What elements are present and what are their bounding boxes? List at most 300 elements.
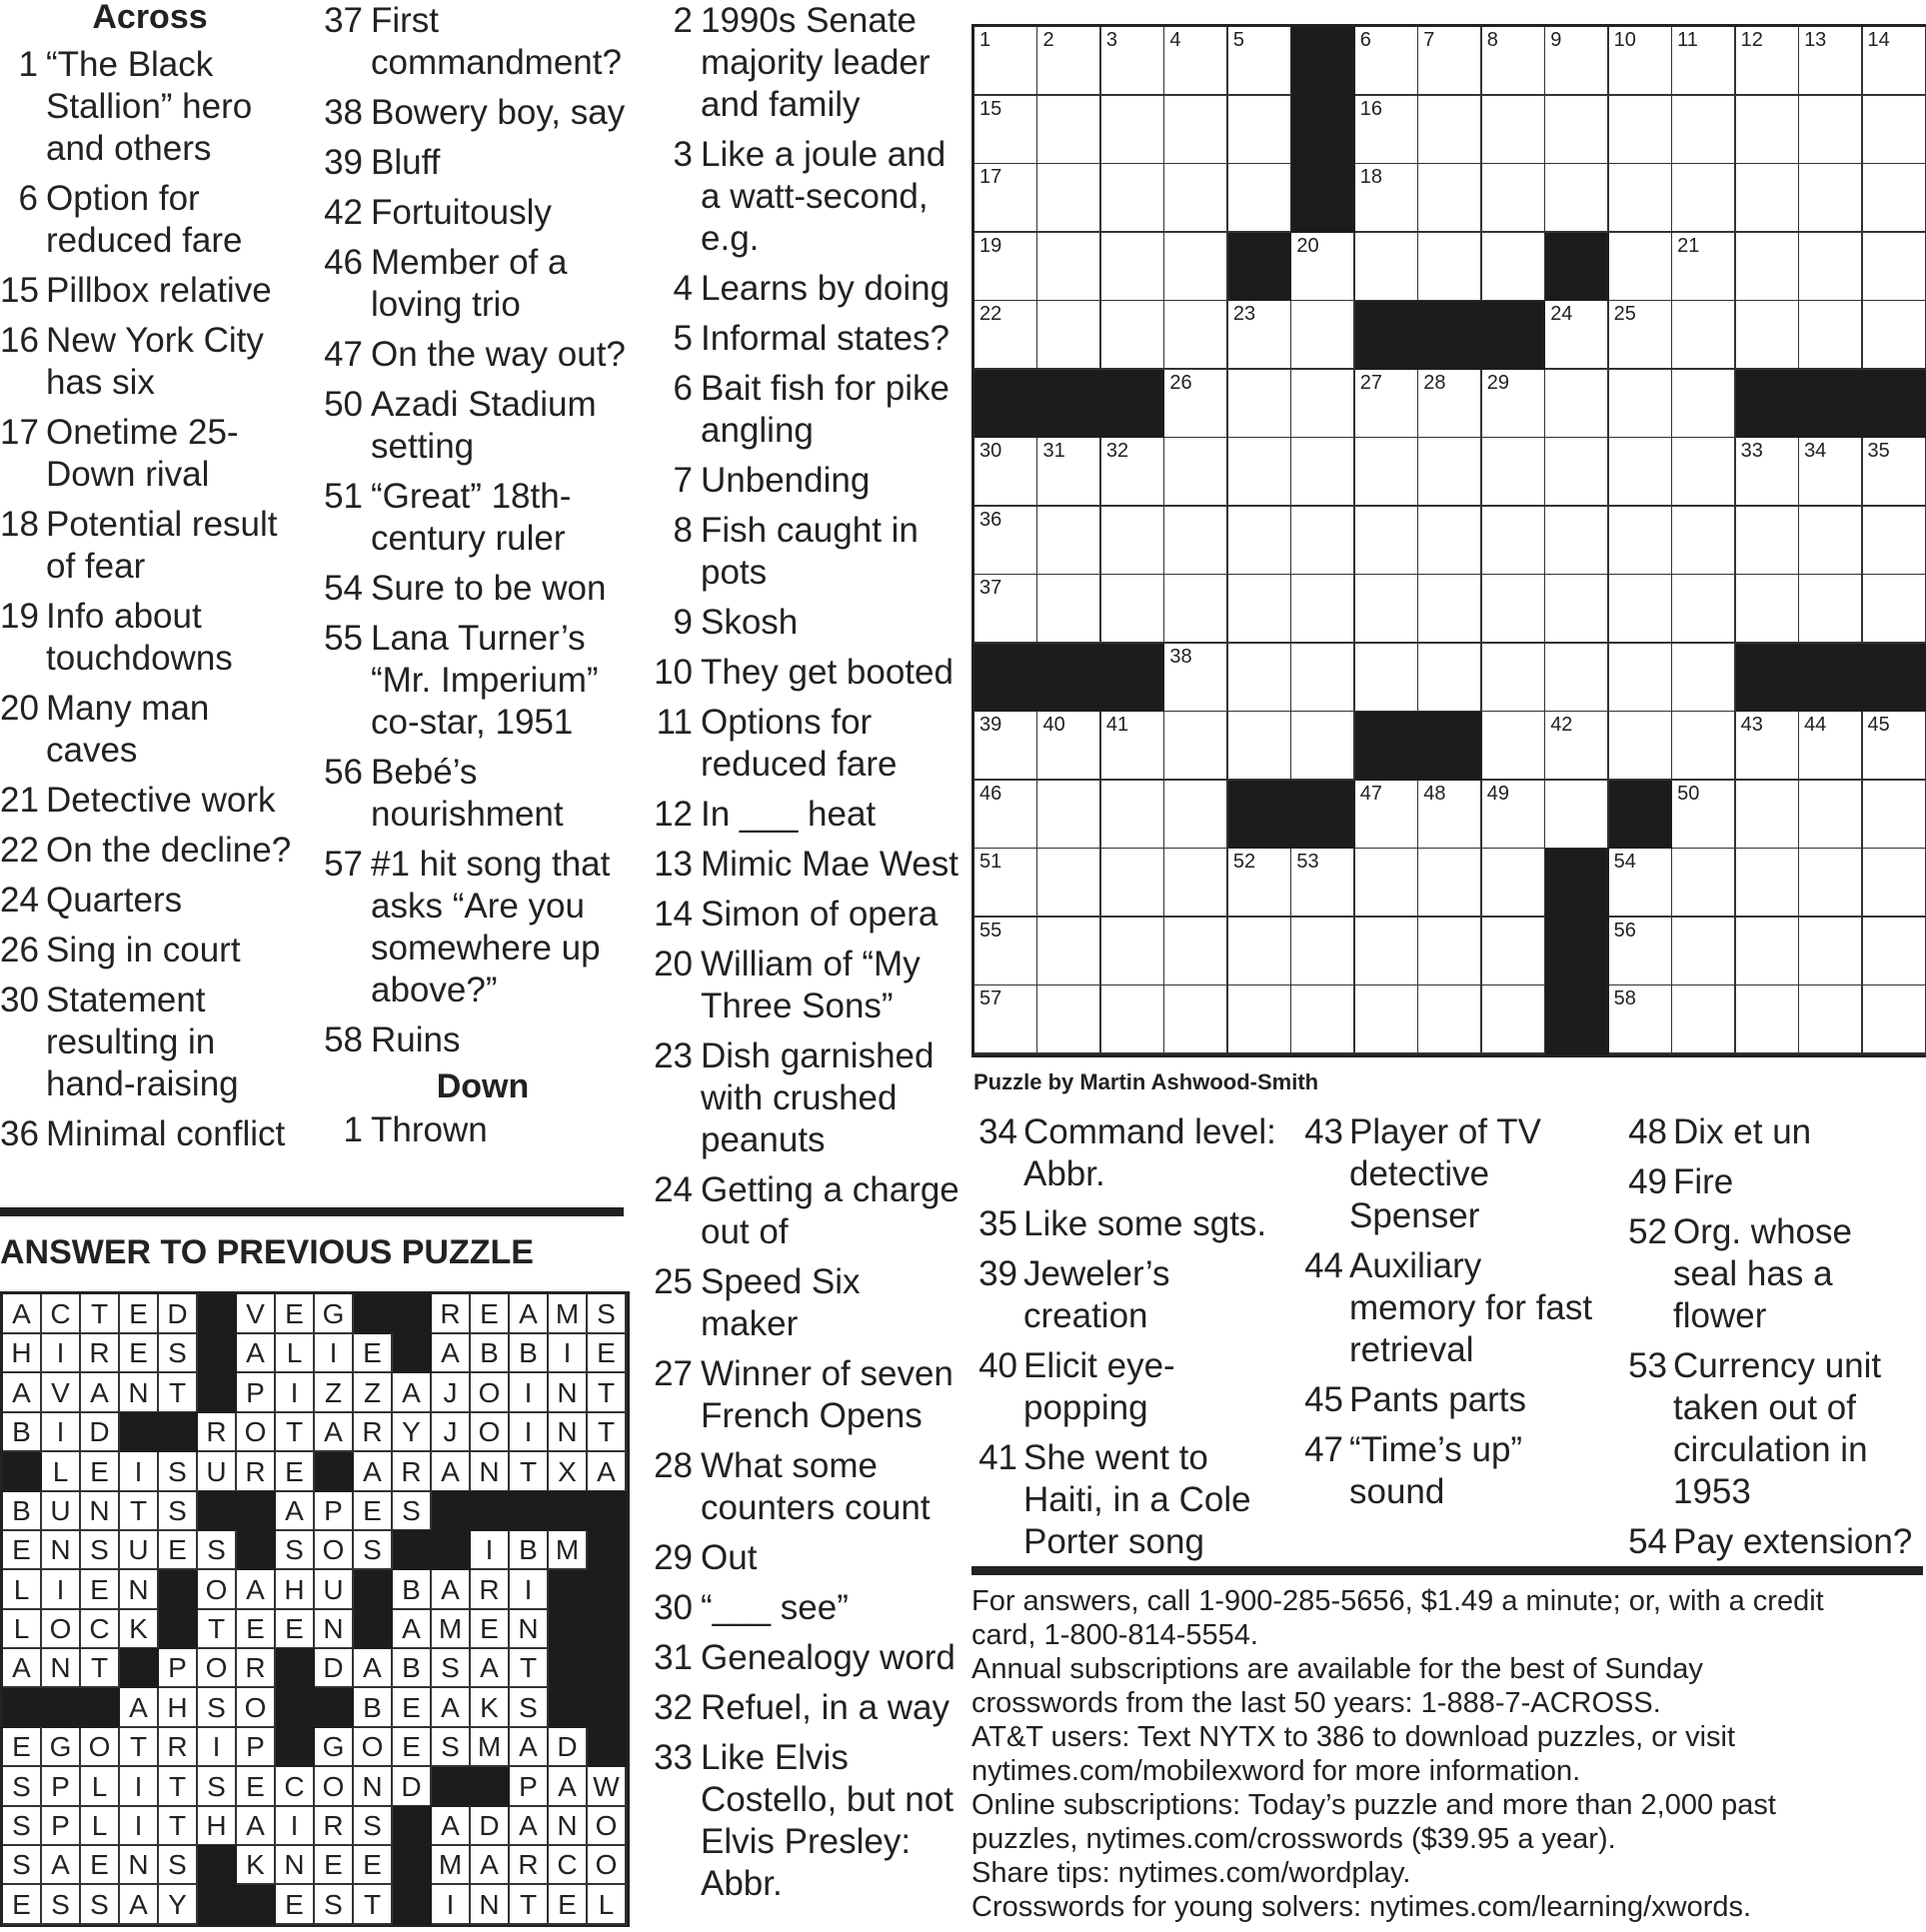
clue-41[interactable]	[969, 1437, 1279, 1563]
clue-54[interactable]	[323, 568, 643, 610]
clue-39[interactable]	[969, 1253, 1279, 1337]
grid-cell[interactable]	[1037, 781, 1101, 850]
grid-cell[interactable]	[1482, 370, 1546, 439]
grid-cell[interactable]	[1799, 27, 1863, 96]
clue-44[interactable]	[1295, 1245, 1605, 1371]
grid-cell[interactable]	[1545, 96, 1609, 165]
grid-cell[interactable]	[1672, 575, 1736, 644]
grid-cell[interactable]	[1799, 849, 1863, 918]
grid-cell[interactable]	[1863, 438, 1926, 507]
grid-cell[interactable]	[1482, 712, 1546, 781]
grid-cell[interactable]	[1228, 644, 1292, 713]
clue-8[interactable]	[648, 510, 960, 594]
grid-cell[interactable]	[1418, 575, 1482, 644]
grid-cell[interactable]	[1164, 781, 1228, 850]
grid-cell[interactable]	[1355, 781, 1419, 850]
clue-28[interactable]	[648, 1445, 960, 1529]
clue-number: 19	[0, 597, 39, 636]
grid-cell[interactable]	[1736, 233, 1800, 302]
clue-number: 20	[0, 689, 39, 728]
grid-cell[interactable]	[1228, 575, 1292, 644]
clue-number: 31	[654, 1638, 693, 1677]
grid-cell[interactable]	[1164, 164, 1228, 233]
grid-cell[interactable]	[1863, 985, 1926, 1054]
grid-cell[interactable]	[1672, 712, 1736, 781]
prev-answer-letter: M	[549, 1294, 588, 1334]
grid-cell[interactable]	[1736, 985, 1800, 1054]
clue-30[interactable]	[0, 979, 300, 1105]
clue-32[interactable]	[648, 1687, 960, 1729]
grid-cell[interactable]	[1609, 644, 1673, 713]
clue-54[interactable]	[1619, 1521, 1924, 1563]
clue-2[interactable]	[648, 0, 960, 126]
grid-cell[interactable]	[1164, 301, 1228, 370]
grid-cell[interactable]	[1164, 96, 1228, 165]
grid-cell[interactable]	[1863, 507, 1926, 576]
grid-cell[interactable]	[974, 507, 1038, 576]
clue-24[interactable]	[648, 1169, 960, 1253]
grid-cell[interactable]	[974, 918, 1038, 986]
prev-answer-letter: R	[510, 1845, 549, 1885]
clue-30[interactable]	[648, 1587, 960, 1629]
grid-cell[interactable]	[1355, 849, 1419, 918]
grid-cell[interactable]	[1101, 164, 1165, 233]
clue-34[interactable]	[969, 1111, 1279, 1195]
grid-cell[interactable]	[1418, 849, 1482, 918]
grid-cell[interactable]	[1482, 233, 1546, 302]
grid-cell[interactable]	[1799, 164, 1863, 233]
grid-cell[interactable]	[1164, 575, 1228, 644]
grid-cell[interactable]	[1482, 164, 1546, 233]
grid-cell[interactable]	[1037, 438, 1101, 507]
grid-cell[interactable]	[974, 233, 1038, 302]
clue-25[interactable]	[648, 1261, 960, 1345]
grid-cell[interactable]	[1545, 712, 1609, 781]
clue-4[interactable]	[648, 268, 960, 310]
grid-cell[interactable]	[1609, 438, 1673, 507]
clue-text: Like a joule and a watt-second, e.g.	[701, 135, 947, 258]
clue-text: “Great” 18th-century ruler	[371, 477, 572, 558]
grid-cell[interactable]	[1291, 370, 1355, 439]
grid-cell[interactable]	[974, 712, 1038, 781]
clue-27[interactable]	[648, 1353, 960, 1437]
clue-23[interactable]	[648, 1035, 960, 1161]
grid-cell[interactable]	[1609, 712, 1673, 781]
clue-text: Command level: Abbr.	[1023, 1112, 1276, 1193]
clue-6[interactable]	[648, 368, 960, 452]
clue-6[interactable]	[0, 178, 300, 262]
clue-49[interactable]	[1619, 1161, 1924, 1203]
grid-cell[interactable]	[1609, 507, 1673, 576]
grid-cell[interactable]	[1355, 575, 1419, 644]
grid-cell[interactable]	[1736, 164, 1800, 233]
grid-cell[interactable]	[1037, 27, 1101, 96]
grid-cell[interactable]	[1291, 438, 1355, 507]
grid-cell[interactable]	[1355, 233, 1419, 302]
grid-cell[interactable]	[1101, 438, 1165, 507]
clue-10[interactable]	[648, 652, 960, 694]
grid-cell[interactable]	[1545, 781, 1609, 850]
grid-cell[interactable]	[1228, 96, 1292, 165]
prev-answer-letter: O	[588, 1806, 627, 1846]
grid-cell[interactable]	[1228, 27, 1292, 96]
prev-answer-letter: I	[198, 1727, 237, 1767]
grid-cell[interactable]	[974, 96, 1038, 165]
clue-57[interactable]	[323, 844, 643, 1011]
grid-cell[interactable]	[1291, 918, 1355, 986]
grid-cell[interactable]	[1037, 507, 1101, 576]
grid-cell[interactable]	[1545, 164, 1609, 233]
grid-cell[interactable]	[1609, 301, 1673, 370]
clue-text: Org. whose seal has a flower	[1673, 1212, 1852, 1335]
grid-cell[interactable]	[1355, 985, 1419, 1054]
grid-cell[interactable]	[1101, 575, 1165, 644]
grid-cell[interactable]	[1609, 918, 1673, 986]
grid-cell[interactable]	[1863, 849, 1926, 918]
grid-cell[interactable]	[1863, 96, 1926, 165]
grid-cell[interactable]	[1418, 985, 1482, 1054]
grid-cell[interactable]	[1037, 712, 1101, 781]
clue-20[interactable]	[0, 688, 300, 772]
clue-37[interactable]	[323, 0, 643, 84]
grid-cell[interactable]	[1736, 918, 1800, 986]
clue-15[interactable]	[0, 270, 300, 312]
grid-cell[interactable]	[1418, 96, 1482, 165]
grid-cell[interactable]	[1355, 507, 1419, 576]
clue-19[interactable]	[0, 596, 300, 680]
clue-56[interactable]	[323, 752, 643, 836]
grid-cell[interactable]	[1101, 301, 1165, 370]
grid-cell[interactable]	[1482, 918, 1546, 986]
grid-cell[interactable]	[1418, 644, 1482, 713]
grid-cell[interactable]	[1799, 438, 1863, 507]
grid-cell[interactable]	[1545, 27, 1609, 96]
clue-1[interactable]	[323, 1109, 643, 1151]
clue-53[interactable]	[1619, 1345, 1924, 1513]
grid-cell[interactable]	[1863, 164, 1926, 233]
grid-cell[interactable]	[1799, 96, 1863, 165]
grid-cell[interactable]	[1164, 644, 1228, 713]
grid-cell[interactable]	[1609, 96, 1673, 165]
clue-9[interactable]	[648, 602, 960, 644]
clue-7[interactable]	[648, 460, 960, 502]
prev-answer-letter: E	[276, 1294, 315, 1334]
grid-cell[interactable]	[1228, 985, 1292, 1054]
clue-43[interactable]	[1295, 1111, 1605, 1237]
grid-cell[interactable]	[1228, 301, 1292, 370]
clue-46[interactable]	[323, 242, 643, 326]
grid-cell[interactable]	[1291, 644, 1355, 713]
clue-14[interactable]	[648, 894, 960, 936]
prev-answer-letter: O	[588, 1845, 627, 1885]
grid-cell[interactable]	[1291, 985, 1355, 1054]
grid-cell[interactable]	[1418, 918, 1482, 986]
grid-cell[interactable]	[1228, 918, 1292, 986]
grid-cell[interactable]	[1291, 507, 1355, 576]
grid-cell[interactable]	[1101, 781, 1165, 850]
prev-answer-letter: E	[276, 1609, 315, 1649]
grid-cell[interactable]	[1482, 96, 1546, 165]
grid-cell[interactable]	[1482, 781, 1546, 850]
grid-cell[interactable]	[1672, 918, 1736, 986]
grid-cell[interactable]	[1799, 781, 1863, 850]
grid-cell[interactable]	[1164, 712, 1228, 781]
down-clue-list	[323, 1109, 643, 1151]
grid-cell[interactable]	[1545, 644, 1609, 713]
grid-cell[interactable]	[1164, 985, 1228, 1054]
grid-cell[interactable]	[1101, 985, 1165, 1054]
clue-47[interactable]	[1295, 1429, 1605, 1513]
grid-cell[interactable]	[974, 301, 1038, 370]
clue-52[interactable]	[1619, 1211, 1924, 1337]
grid-cell[interactable]	[1736, 849, 1800, 918]
clue-11[interactable]	[648, 702, 960, 786]
grid-cell[interactable]	[1736, 507, 1800, 576]
grid-cell[interactable]	[1545, 370, 1609, 439]
grid-cell[interactable]	[1863, 301, 1926, 370]
grid-cell[interactable]	[1228, 370, 1292, 439]
grid-cell[interactable]	[1482, 644, 1546, 713]
black-square	[1418, 712, 1482, 781]
grid-cell[interactable]	[1736, 301, 1800, 370]
grid-cell[interactable]	[1037, 233, 1101, 302]
grid-cell[interactable]	[1482, 985, 1546, 1054]
prev-answer-letter: O	[198, 1570, 237, 1610]
grid-cell[interactable]	[1672, 849, 1736, 918]
grid-cell[interactable]	[1672, 370, 1736, 439]
grid-cell[interactable]	[1799, 918, 1863, 986]
grid-cell[interactable]	[1291, 849, 1355, 918]
grid-cell[interactable]	[1101, 712, 1165, 781]
grid-cell[interactable]	[1609, 849, 1673, 918]
clue-text: Sing in court	[46, 931, 241, 969]
grid-cell[interactable]	[1545, 301, 1609, 370]
grid-cell[interactable]	[1609, 233, 1673, 302]
grid-cell[interactable]	[1672, 644, 1736, 713]
grid-cell[interactable]	[1355, 27, 1419, 96]
grid-cell[interactable]	[1482, 438, 1546, 507]
prev-black-square	[588, 1570, 627, 1610]
grid-cell[interactable]	[1228, 712, 1292, 781]
grid-cell[interactable]	[1101, 849, 1165, 918]
grid-cell[interactable]	[1291, 712, 1355, 781]
grid-cell[interactable]	[974, 985, 1038, 1054]
grid-cell[interactable]	[1482, 575, 1546, 644]
grid-cell[interactable]	[1672, 164, 1736, 233]
grid-cell[interactable]	[1418, 781, 1482, 850]
grid-cell[interactable]	[1037, 849, 1101, 918]
grid-cell[interactable]	[1799, 301, 1863, 370]
grid-cell[interactable]	[1418, 438, 1482, 507]
grid-cell[interactable]	[1164, 918, 1228, 986]
clue-text: Unbending	[701, 461, 871, 500]
grid-cell[interactable]	[1863, 918, 1926, 986]
grid-cell[interactable]	[974, 781, 1038, 850]
grid-cell[interactable]	[1164, 233, 1228, 302]
grid-cell[interactable]	[1164, 438, 1228, 507]
grid-cell[interactable]	[974, 575, 1038, 644]
grid-cell[interactable]	[1482, 27, 1546, 96]
clue-21[interactable]	[0, 780, 300, 822]
clue-1[interactable]	[0, 44, 300, 170]
cell-number: 1	[979, 29, 991, 51]
clue-22[interactable]	[0, 830, 300, 872]
grid-cell[interactable]	[1863, 712, 1926, 781]
grid-cell[interactable]	[1418, 164, 1482, 233]
grid-cell[interactable]	[1863, 781, 1926, 850]
grid-cell[interactable]	[1863, 233, 1926, 302]
clue-58[interactable]	[323, 1019, 643, 1061]
grid-cell[interactable]	[1355, 96, 1419, 165]
grid-cell[interactable]	[1228, 507, 1292, 576]
grid-cell[interactable]	[974, 27, 1038, 96]
grid-cell[interactable]	[1418, 507, 1482, 576]
grid-cell[interactable]	[1037, 985, 1101, 1054]
grid-cell[interactable]	[1672, 985, 1736, 1054]
grid-cell[interactable]	[1355, 644, 1419, 713]
grid-cell[interactable]	[1672, 301, 1736, 370]
grid-cell[interactable]	[1672, 233, 1736, 302]
grid-cell[interactable]	[1799, 985, 1863, 1054]
grid-cell[interactable]	[1355, 918, 1419, 986]
grid-cell[interactable]	[1418, 27, 1482, 96]
grid-cell[interactable]	[974, 438, 1038, 507]
cell-number: 56	[1613, 919, 1636, 942]
grid-cell[interactable]	[1736, 96, 1800, 165]
black-square	[1291, 27, 1355, 96]
grid-cell[interactable]	[1101, 27, 1165, 96]
grid-cell[interactable]	[1228, 164, 1292, 233]
grid-cell[interactable]	[1609, 985, 1673, 1054]
clue-29[interactable]	[648, 1537, 960, 1579]
clue-31[interactable]	[648, 1637, 960, 1679]
grid-cell[interactable]	[1101, 918, 1165, 986]
grid-cell[interactable]	[1355, 438, 1419, 507]
grid-cell[interactable]	[1291, 575, 1355, 644]
grid-cell[interactable]	[1545, 575, 1609, 644]
grid-cell[interactable]	[1545, 438, 1609, 507]
clue-50[interactable]	[323, 384, 643, 468]
grid-cell[interactable]	[1037, 575, 1101, 644]
grid-cell[interactable]	[1164, 27, 1228, 96]
clue-26[interactable]	[0, 930, 300, 971]
prev-answer-letter: O	[198, 1648, 237, 1688]
grid-cell[interactable]	[1355, 370, 1419, 439]
clue-42[interactable]	[323, 192, 643, 234]
prev-answer-letter: N	[510, 1609, 549, 1649]
crossword-grid[interactable]	[971, 24, 1926, 1057]
grid-cell[interactable]	[1291, 301, 1355, 370]
clue-18[interactable]	[0, 504, 300, 588]
grid-cell[interactable]	[1164, 370, 1228, 439]
clue-55[interactable]	[323, 618, 643, 744]
clue-17[interactable]	[0, 412, 300, 496]
clue-48[interactable]	[1619, 1111, 1924, 1153]
grid-cell[interactable]	[1736, 27, 1800, 96]
grid-cell[interactable]	[1863, 27, 1926, 96]
grid-cell[interactable]	[1672, 438, 1736, 507]
clue-16[interactable]	[0, 320, 300, 404]
cell-number: 21	[1677, 234, 1700, 257]
clue-36[interactable]	[0, 1113, 300, 1155]
clue-35[interactable]	[969, 1203, 1279, 1245]
grid-cell[interactable]	[1101, 233, 1165, 302]
clue-47[interactable]	[323, 334, 643, 376]
grid-cell[interactable]	[1228, 438, 1292, 507]
grid-cell[interactable]	[1799, 575, 1863, 644]
clue-12[interactable]	[648, 794, 960, 836]
clue-5[interactable]	[648, 318, 960, 360]
grid-cell[interactable]	[1672, 96, 1736, 165]
cell-number: 3	[1105, 29, 1118, 51]
clue-45[interactable]	[1295, 1379, 1605, 1421]
clue-38[interactable]	[323, 92, 643, 134]
grid-cell[interactable]	[1101, 507, 1165, 576]
clue-51[interactable]	[323, 476, 643, 560]
grid-cell[interactable]	[974, 164, 1038, 233]
grid-cell[interactable]	[1037, 918, 1101, 986]
grid-cell[interactable]	[1164, 507, 1228, 576]
cell-number: 4	[1169, 29, 1181, 51]
grid-cell[interactable]	[1672, 507, 1736, 576]
grid-cell[interactable]	[1545, 507, 1609, 576]
info-line: nytimes.com/mobilexword for more information.	[971, 1755, 1581, 1787]
prev-black-square	[237, 1885, 276, 1925]
grid-cell[interactable]	[1609, 370, 1673, 439]
grid-cell[interactable]	[1482, 507, 1546, 576]
grid-cell[interactable]	[1736, 438, 1800, 507]
grid-cell[interactable]	[1609, 575, 1673, 644]
grid-cell[interactable]	[1228, 849, 1292, 918]
grid-cell[interactable]	[1355, 164, 1419, 233]
clue-33[interactable]	[648, 1737, 960, 1905]
clue-39[interactable]	[323, 142, 643, 184]
grid-cell[interactable]	[1736, 781, 1800, 850]
prev-answer-letter: I	[42, 1412, 81, 1452]
grid-cell[interactable]	[1418, 233, 1482, 302]
grid-cell[interactable]	[1799, 507, 1863, 576]
grid-cell[interactable]	[1863, 575, 1926, 644]
prev-answer-letter: A	[276, 1491, 315, 1531]
grid-cell[interactable]	[974, 849, 1038, 918]
grid-cell[interactable]	[1164, 849, 1228, 918]
grid-cell[interactable]	[1609, 164, 1673, 233]
grid-cell[interactable]	[1418, 370, 1482, 439]
prev-answer-letter: E	[393, 1688, 432, 1728]
clue-20[interactable]	[648, 944, 960, 1027]
grid-cell[interactable]	[1736, 712, 1800, 781]
grid-cell[interactable]	[1291, 233, 1355, 302]
cell-number: 55	[979, 919, 1002, 942]
grid-cell[interactable]	[1482, 849, 1546, 918]
clue-13[interactable]	[648, 844, 960, 886]
grid-cell[interactable]	[1736, 575, 1800, 644]
clue-3[interactable]	[648, 134, 960, 260]
grid-cell[interactable]	[1037, 301, 1101, 370]
grid-cell[interactable]	[1672, 781, 1736, 850]
grid-cell[interactable]	[1672, 27, 1736, 96]
grid-cell[interactable]	[1037, 164, 1101, 233]
grid-cell[interactable]	[1799, 233, 1863, 302]
grid-cell[interactable]	[1101, 96, 1165, 165]
clue-40[interactable]	[969, 1345, 1279, 1429]
grid-cell[interactable]	[1799, 712, 1863, 781]
prev-answer-letter: J	[432, 1412, 471, 1452]
clue-24[interactable]	[0, 880, 300, 922]
grid-cell[interactable]	[1609, 27, 1673, 96]
black-square	[1101, 644, 1165, 713]
grid-cell[interactable]	[1037, 96, 1101, 165]
